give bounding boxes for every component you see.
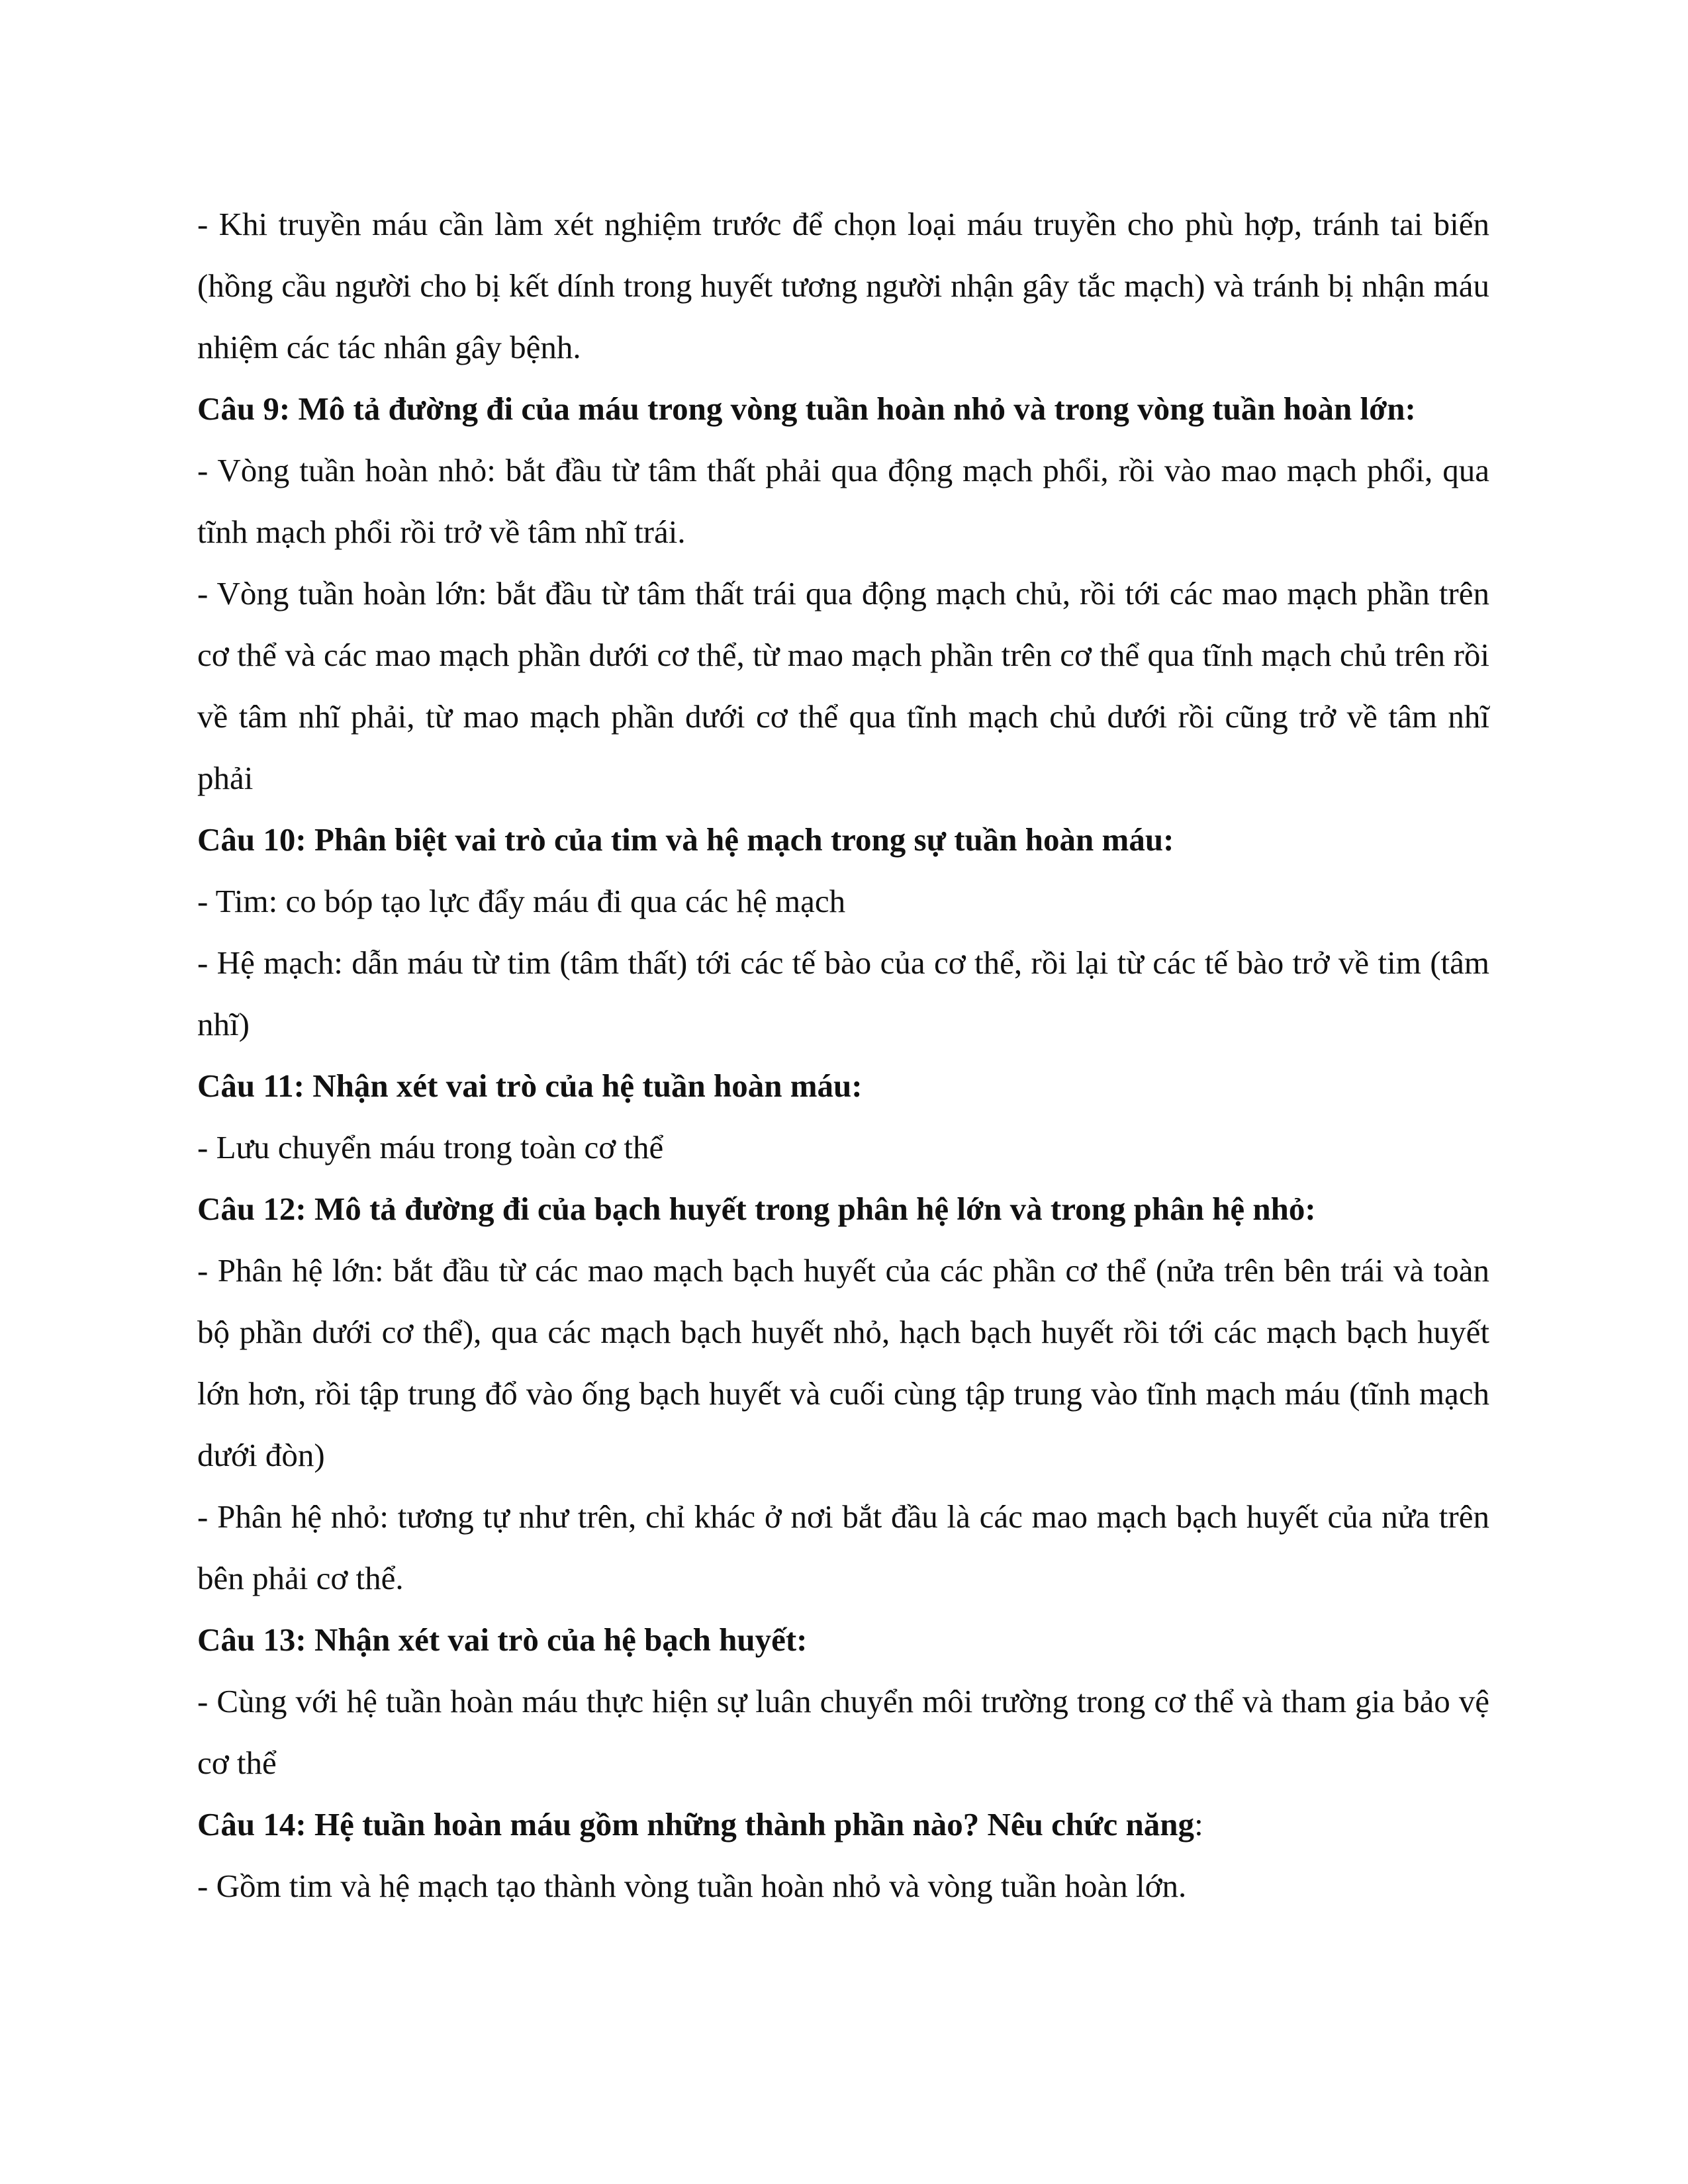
question-14-colon: :: [1194, 1806, 1203, 1843]
question-13-heading: Câu 13: Nhận xét vai trò của hệ bạch huyết:: [197, 1621, 808, 1658]
paragraph-vessel-role: - Hệ mạch: dẫn máu từ tim (tâm thất) tới các tế bào của cơ thể, rồi lại từ các tế bào trở về tim (tâm nhĩ): [197, 944, 1489, 1042]
paragraph-small-lymph-branch: - Phân hệ nhỏ: tương tự như trên, chỉ khác ở nơi bắt đầu là các mao mạch bạch huyết của nửa trên bên phải cơ thể.: [197, 1498, 1489, 1596]
question-14-heading: [197, 1794, 1489, 1855]
question-14-text: Câu 14: Hệ tuần hoàn máu gồm những thành phần nào? Nêu chức năng: [197, 1806, 1195, 1843]
question-10-heading: Câu 10: Phân biệt vai trò của tim và hệ mạch trong sự tuần hoàn máu:: [197, 821, 1174, 858]
question-11-heading: Câu 11: Nhận xét vai trò của hệ tuần hoàn máu:: [197, 1068, 863, 1104]
paragraph-heart-role: - Tim: co bóp tạo lực đẩy máu đi qua các hệ mạch: [197, 883, 846, 919]
question-9-heading: Câu 9: Mô tả đường đi của máu trong vòng tuần hoàn nhỏ và trong vòng tuần hoàn lớn:: [197, 390, 1416, 427]
paragraph-large-lymph-branch: - Phân hệ lớn: bắt đầu từ các mao mạch bạch huyết của các phần cơ thể (nửa trên bên trái và toàn bộ phần dưới cơ thể), qua các mạch bạch huyết nhỏ, hạch bạch huyết rồi tới các mạch bạch huyết lớn hơn, rồi tập trung đổ vào ống bạch huyết và cuối cùng tập trung vào tĩnh mạch máu (tĩnh mạch dưới đòn): [197, 1252, 1489, 1473]
paragraph-large-circulation: - Vòng tuần hoàn lớn: bắt đầu từ tâm thất trái qua động mạch chủ, rồi tới các mao mạch phần trên cơ thể và các mao mạch phần dưới cơ thể, từ mao mạch phần trên cơ thể qua tĩnh mạch chủ trên rồi về tâm nhĩ phải, từ mao mạch phần dưới cơ thể qua tĩnh mạch chủ dưới rồi cũng trở về tâm nhĩ phải: [197, 575, 1489, 796]
document-page: [197, 193, 1489, 1917]
paragraph-blood-system-role: - Lưu chuyển máu trong toàn cơ thể: [197, 1129, 664, 1165]
question-12-heading: Câu 12: Mô tả đường đi của bạch huyết trong phân hệ lớn và trong phân hệ nhỏ:: [197, 1191, 1316, 1227]
paragraph-small-circulation: - Vòng tuần hoàn nhỏ: bắt đầu từ tâm thất phải qua động mạch phổi, rồi vào mao mạch phổi, qua tĩnh mạch phổi rồi trở về tâm nhĩ trái.: [197, 452, 1489, 550]
paragraph-lymph-role: - Cùng với hệ tuần hoàn máu thực hiện sự luân chuyển môi trường trong cơ thể và tham gia bảo vệ cơ thể: [197, 1683, 1489, 1781]
paragraph-transfusion-note: - Khi truyền máu cần làm xét nghiệm trước để chọn loại máu truyền cho phù hợp, tránh tai biến (hồng cầu người cho bị kết dính trong huyết tương người nhận gây tắc mạch) và tránh bị nhận máu nhiệm các tác nhân gây bệnh.: [197, 206, 1489, 365]
paragraph-blood-system-components: - Gồm tim và hệ mạch tạo thành vòng tuần hoàn nhỏ và vòng tuần hoàn lớn.: [197, 1868, 1187, 1904]
